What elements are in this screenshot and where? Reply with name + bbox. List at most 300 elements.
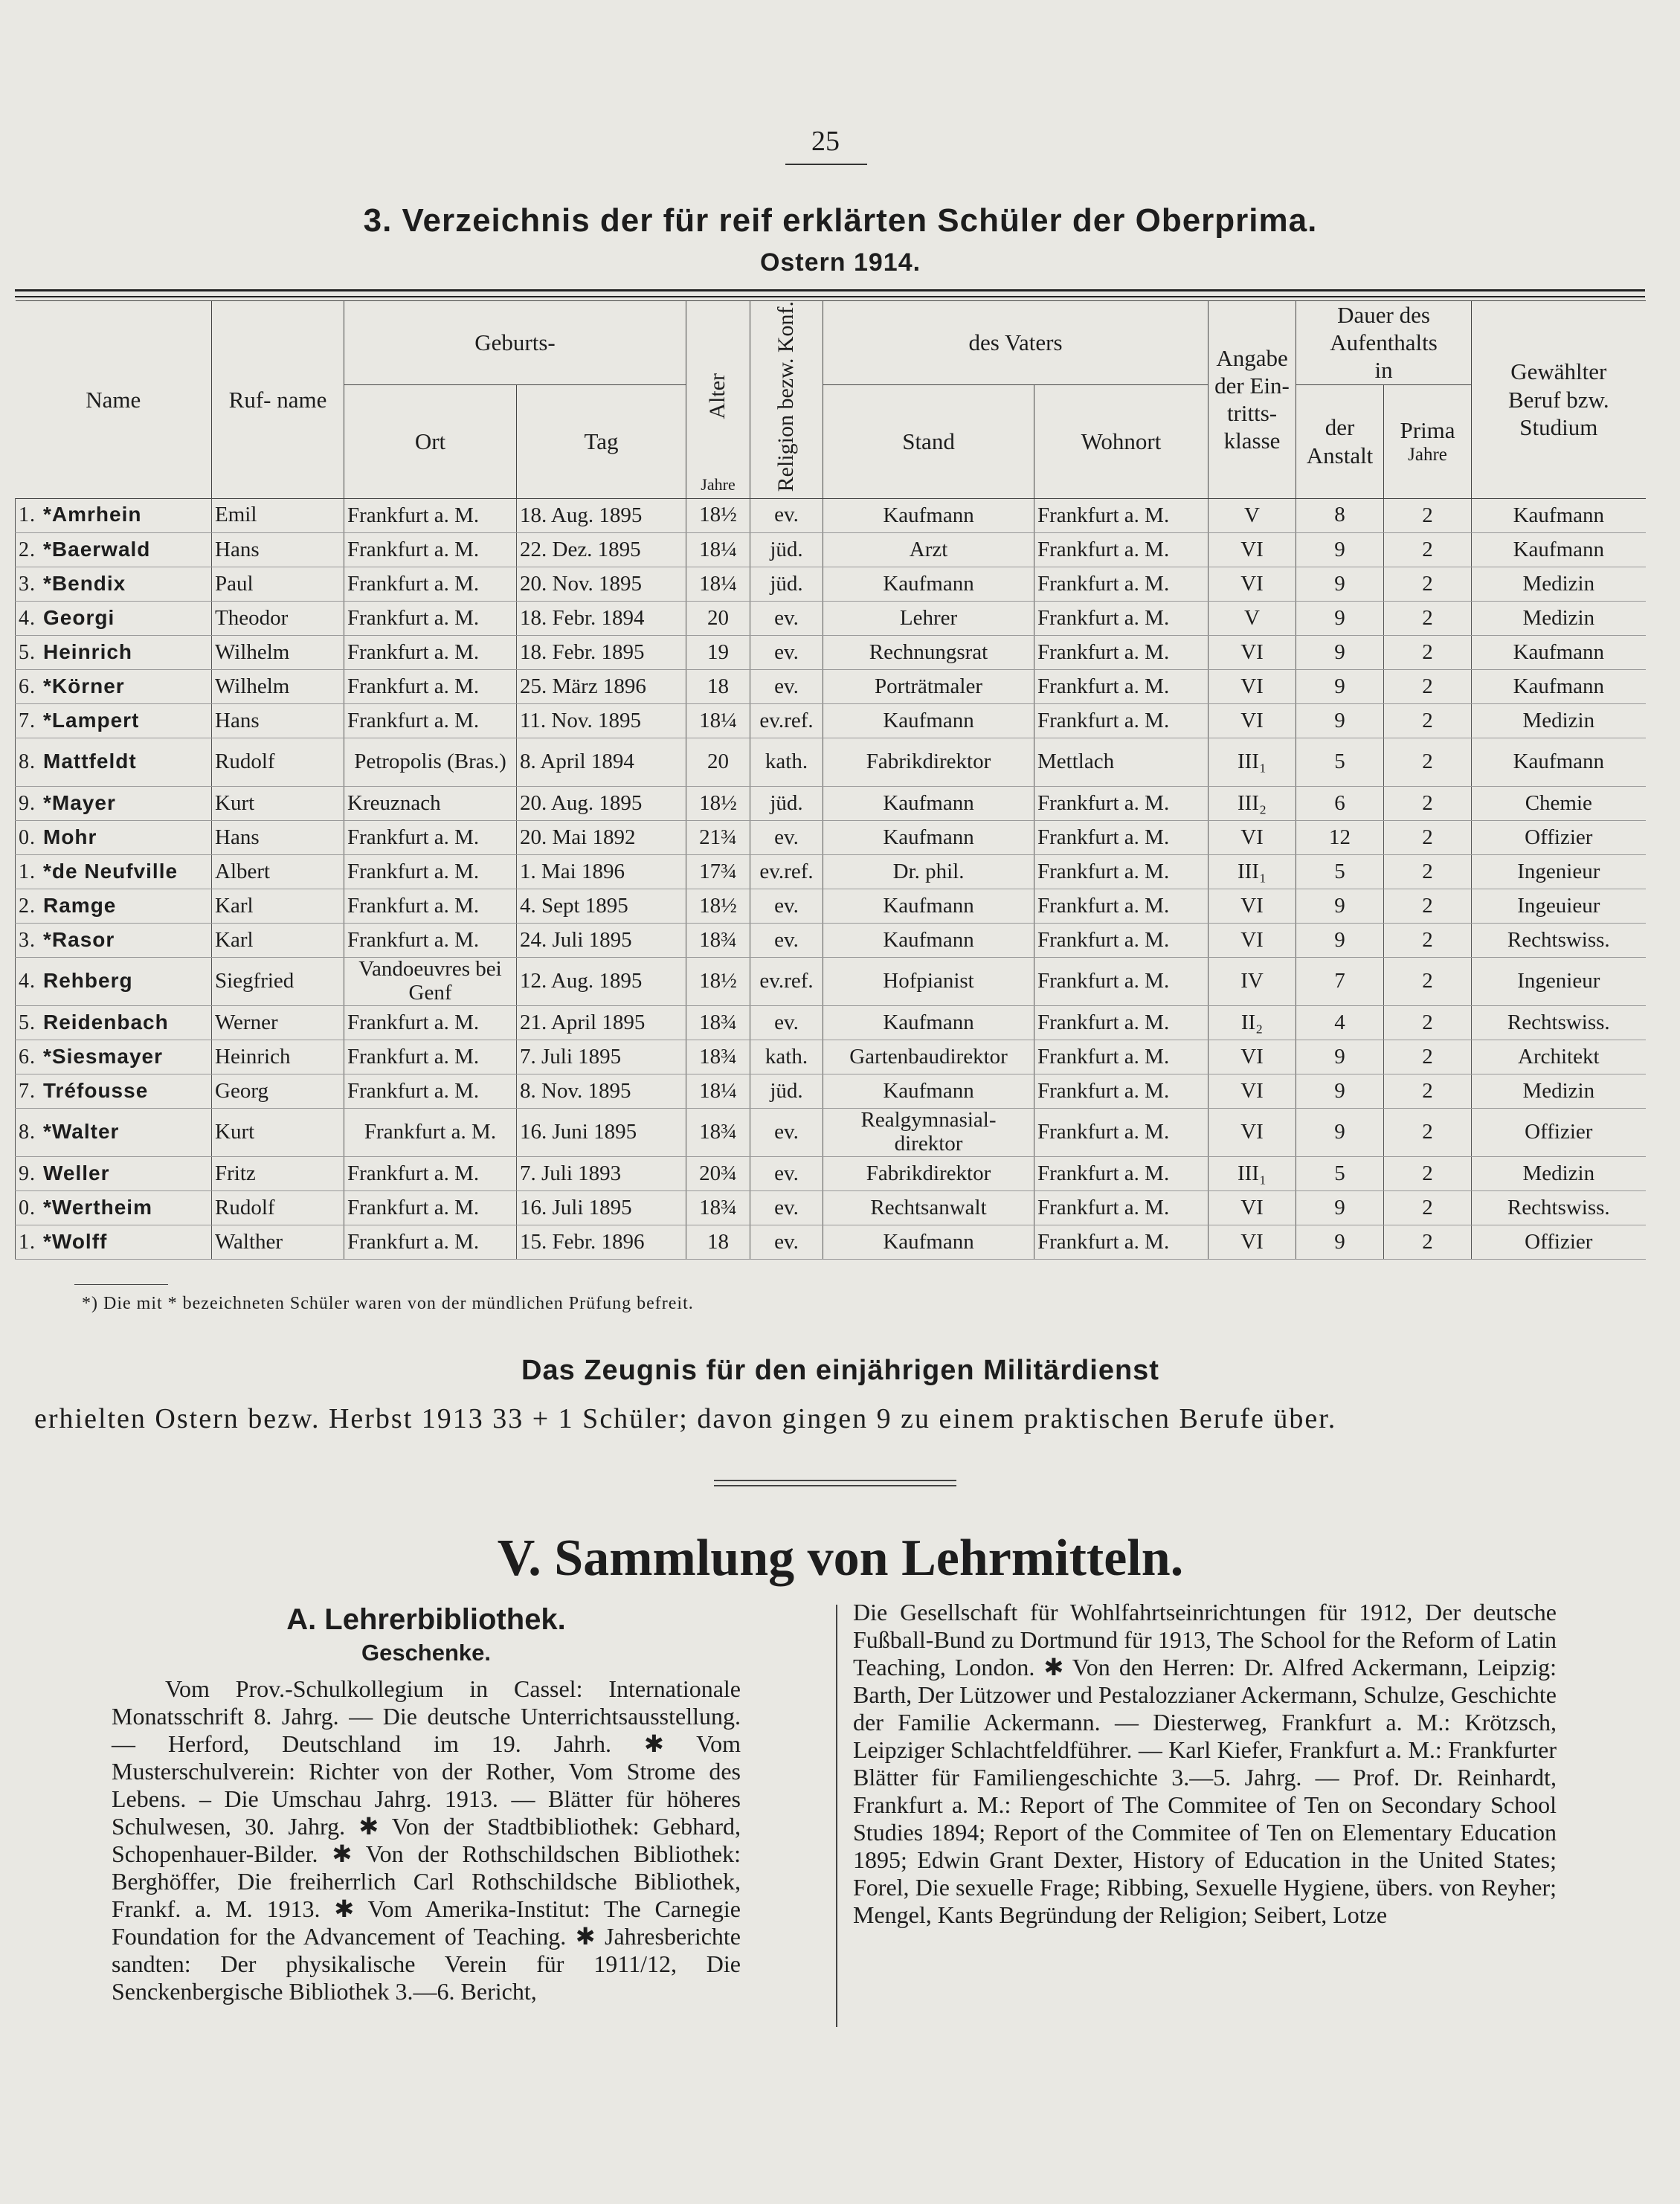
cell-alter: 18¼ (686, 532, 750, 567)
student-name: *Wertheim (43, 1195, 152, 1219)
cell-rel: ev. (750, 1156, 823, 1190)
cell-ort: Frankfurt a. M. (344, 532, 517, 567)
table-row (16, 567, 1646, 601)
cell-beruf: Medizin (1472, 601, 1646, 635)
cell-ruf: Wilhelm (212, 635, 344, 669)
cell-stand: Fabrikdirektor (823, 1156, 1034, 1190)
cell-anstalt: 5 (1296, 854, 1384, 889)
cell-name (16, 532, 212, 567)
student-name: *Mayer (43, 790, 116, 814)
cell-ort: Frankfurt a. M. (344, 498, 517, 532)
list-subtitle: Ostern 1914. (759, 248, 921, 277)
cell-name (16, 1074, 212, 1108)
cell-klasse: VI (1208, 532, 1296, 567)
cell-ruf: Walther (212, 1225, 344, 1259)
cell-alter: 18¼ (686, 1074, 750, 1108)
cell-name (16, 498, 212, 532)
cell-klasse: VI (1208, 889, 1296, 923)
header-religion-label: Religion bezw. Konf. (773, 301, 799, 492)
cell-alter: 18 (686, 1225, 750, 1259)
cell-stand: Kaufmann (823, 1225, 1034, 1259)
cell-wohnort: Frankfurt a. M. (1034, 601, 1208, 635)
header-vater: des Vaters (823, 301, 1208, 385)
cell-alter: 20¾ (686, 1156, 750, 1190)
cell-rel: ev. (750, 820, 823, 854)
cell-tag: 21. April 1895 (517, 1005, 686, 1040)
cell-tag: 18. Aug. 1895 (517, 498, 686, 532)
cell-ruf: Fritz (212, 1156, 344, 1190)
row-number: 6. (19, 1045, 36, 1069)
cell-rel: ev. (750, 1190, 823, 1225)
header-dauer-in: in (1374, 357, 1393, 384)
table-row (16, 669, 1646, 703)
cell-beruf: Kaufmann (1472, 532, 1646, 567)
cell-stand: Kaufmann (823, 923, 1034, 957)
library-heading: A. Lehrerbibliothek. (286, 1603, 566, 1636)
cell-alter: 17¾ (686, 854, 750, 889)
cell-name (16, 854, 212, 889)
cell-ort: Frankfurt a. M. (344, 1040, 517, 1074)
cell-rel: ev. (750, 635, 823, 669)
cell-ruf: Rudolf (212, 738, 344, 786)
cell-alter: 18½ (686, 889, 750, 923)
cell-anstalt: 4 (1296, 1005, 1384, 1040)
student-name: *Wolff (43, 1229, 108, 1253)
cell-beruf: Kaufmann (1472, 635, 1646, 669)
cell-anstalt: 9 (1296, 532, 1384, 567)
cell-klasse: VI (1208, 1225, 1296, 1259)
cell-tag: 12. Aug. 1895 (517, 957, 686, 1005)
cell-ort: Frankfurt a. M. (344, 635, 517, 669)
column-divider (836, 1605, 837, 2027)
cell-stand: Kaufmann (823, 820, 1034, 854)
cell-klasse: VI (1208, 669, 1296, 703)
footnote: *) Die mit * bezeichneten Schüler waren von der mündlichen Prüfung befreit. (82, 1294, 694, 1313)
table-row (16, 635, 1646, 669)
cell-tag: 4. Sept 1895 (517, 889, 686, 923)
cell-rel: ev. (750, 498, 823, 532)
cell-ort: Frankfurt a. M. (344, 1108, 517, 1156)
cell-wohnort: Frankfurt a. M. (1034, 820, 1208, 854)
cell-wohnort: Frankfurt a. M. (1034, 957, 1208, 1005)
table-row (16, 786, 1646, 820)
cell-ort: Kreuznach (344, 786, 517, 820)
cell-ruf: Wilhelm (212, 669, 344, 703)
cell-stand: Hofpianist (823, 957, 1034, 1005)
row-number: 0. (19, 1196, 36, 1219)
cell-klasse: VI (1208, 923, 1296, 957)
cell-prima: 2 (1384, 1225, 1472, 1259)
cell-rel: ev. (750, 889, 823, 923)
cell-alter: 18½ (686, 957, 750, 1005)
cell-klasse: III₁ (1208, 738, 1296, 786)
table-top-rule (15, 289, 1645, 297)
cell-wohnort: Frankfurt a. M. (1034, 703, 1208, 738)
cell-wohnort: Frankfurt a. M. (1034, 854, 1208, 889)
header-prima-label: Prima (1400, 416, 1455, 443)
cell-name (16, 957, 212, 1005)
cell-alter: 18¾ (686, 1108, 750, 1156)
cell-alter: 18¾ (686, 1040, 750, 1074)
header-alter-label: Alter (705, 373, 730, 419)
cell-ruf: Kurt (212, 786, 344, 820)
cell-stand: Porträtmaler (823, 669, 1034, 703)
table-row (16, 601, 1646, 635)
cell-ort: Vandoeuvres bei Genf (344, 957, 517, 1005)
cell-name (16, 567, 212, 601)
cell-beruf: Medizin (1472, 1156, 1646, 1190)
table-row (16, 1074, 1646, 1108)
cell-rel: kath. (750, 738, 823, 786)
cell-tag: 15. Febr. 1896 (517, 1225, 686, 1259)
cell-klasse: III₂ (1208, 786, 1296, 820)
table-row (16, 1190, 1646, 1225)
cell-rel: ev. (750, 1108, 823, 1156)
cell-wohnort: Frankfurt a. M. (1034, 1108, 1208, 1156)
cell-rel: jüd. (750, 1074, 823, 1108)
cell-anstalt: 12 (1296, 820, 1384, 854)
table-row (16, 1225, 1646, 1259)
cell-prima: 2 (1384, 820, 1472, 854)
cell-alter: 20 (686, 738, 750, 786)
cell-name (16, 1005, 212, 1040)
cell-stand: Rechnungsrat (823, 635, 1034, 669)
cell-name (16, 1108, 212, 1156)
header-anstalt: der Anstalt (1296, 384, 1384, 498)
student-name: Georgi (43, 605, 115, 629)
cell-prima: 2 (1384, 1156, 1472, 1190)
table-row (16, 1040, 1646, 1074)
cell-klasse: III₁ (1208, 1156, 1296, 1190)
cell-tag: 18. Febr. 1895 (517, 635, 686, 669)
cell-ort: Frankfurt a. M. (344, 1074, 517, 1108)
cell-tag: 22. Dez. 1895 (517, 532, 686, 567)
cell-name (16, 1040, 212, 1074)
cell-anstalt: 9 (1296, 703, 1384, 738)
cell-name (16, 820, 212, 854)
cell-prima: 2 (1384, 567, 1472, 601)
cell-prima: 2 (1384, 1108, 1472, 1156)
cell-prima: 2 (1384, 1074, 1472, 1108)
row-number: 1. (19, 1230, 36, 1254)
row-number: 8. (19, 1121, 36, 1144)
cell-beruf: Rechtswiss. (1472, 1005, 1646, 1040)
cell-tag: 16. Juni 1895 (517, 1108, 686, 1156)
zeugnis-text: erhielten Ostern bezw. Herbst 1913 33 + 1 Schüler; davon gingen 9 zu einem praktischen Berufe über. (34, 1403, 1337, 1434)
header-dauer (1296, 301, 1472, 385)
student-name: Tréfousse (43, 1078, 149, 1102)
cell-ort: Frankfurt a. M. (344, 703, 517, 738)
cell-ort: Frankfurt a. M. (344, 854, 517, 889)
cell-rel: ev. (750, 601, 823, 635)
cell-prima: 2 (1384, 957, 1472, 1005)
cell-beruf: Medizin (1472, 1074, 1646, 1108)
row-number: 9. (19, 791, 36, 815)
cell-anstalt: 9 (1296, 1225, 1384, 1259)
cell-stand: Kaufmann (823, 786, 1034, 820)
cell-name (16, 923, 212, 957)
cell-tag: 18. Febr. 1894 (517, 601, 686, 635)
cell-rel: ev. (750, 923, 823, 957)
student-name: *Walter (43, 1120, 120, 1144)
cell-ort: Frankfurt a. M. (344, 1156, 517, 1190)
cell-beruf: Offizier (1472, 820, 1646, 854)
row-number: 7. (19, 709, 36, 732)
page-number-rule (785, 164, 867, 165)
table-row (16, 1156, 1646, 1190)
table-row (16, 923, 1646, 957)
row-number: 7. (19, 1079, 36, 1103)
student-name: *Körner (43, 674, 125, 697)
header-geburts: Geburts- (344, 301, 686, 385)
row-number: 9. (19, 1161, 36, 1185)
cell-wohnort: Frankfurt a. M. (1034, 498, 1208, 532)
cell-beruf: Offizier (1472, 1108, 1646, 1156)
cell-stand: Rechtsanwalt (823, 1190, 1034, 1225)
cell-beruf: Architekt (1472, 1040, 1646, 1074)
cell-alter: 18½ (686, 786, 750, 820)
cell-wohnort: Frankfurt a. M. (1034, 786, 1208, 820)
cell-ruf: Emil (212, 498, 344, 532)
header-name: Name (16, 301, 212, 499)
cell-tag: 20. Nov. 1895 (517, 567, 686, 601)
header-religion (750, 301, 823, 499)
cell-ort: Frankfurt a. M. (344, 669, 517, 703)
cell-wohnort: Frankfurt a. M. (1034, 889, 1208, 923)
cell-ruf: Paul (212, 567, 344, 601)
cell-prima: 2 (1384, 669, 1472, 703)
cell-stand: Arzt (823, 532, 1034, 567)
cell-wohnort: Mettlach (1034, 738, 1208, 786)
student-name: *Bendix (43, 571, 126, 595)
cell-prima: 2 (1384, 635, 1472, 669)
cell-klasse: VI (1208, 1190, 1296, 1225)
cell-prima: 2 (1384, 889, 1472, 923)
row-number: 2. (19, 894, 36, 918)
cell-name (16, 703, 212, 738)
student-name: *Siesmayer (43, 1044, 164, 1068)
cell-name (16, 1190, 212, 1225)
cell-beruf: Chemie (1472, 786, 1646, 820)
cell-wohnort: Frankfurt a. M. (1034, 1040, 1208, 1074)
cell-ort: Petropolis (Bras.) (344, 738, 517, 786)
list-title: 3. Verzeichnis der für reif erklärten Schüler der Oberprima. (363, 202, 1318, 239)
cell-name (16, 786, 212, 820)
cell-ruf: Theodor (212, 601, 344, 635)
cell-wohnort: Frankfurt a. M. (1034, 1225, 1208, 1259)
cell-tag: 8. April 1894 (517, 738, 686, 786)
cell-stand: Gartenbaudirektor (823, 1040, 1034, 1074)
table-row (16, 1005, 1646, 1040)
header-alter-unit: Jahre (701, 475, 736, 494)
cell-ort: Frankfurt a. M. (344, 923, 517, 957)
right-column (853, 1599, 1557, 1929)
cell-klasse: IV (1208, 957, 1296, 1005)
cell-name (16, 601, 212, 635)
cell-rel: jüd. (750, 532, 823, 567)
cell-anstalt: 9 (1296, 1074, 1384, 1108)
row-number: 8. (19, 750, 36, 774)
row-number: 3. (19, 928, 36, 952)
row-number: 6. (19, 674, 36, 698)
cell-rel: ev.ref. (750, 703, 823, 738)
zeugnis-heading: Das Zeugnis für den einjährigen Militärdienst (521, 1355, 1159, 1386)
right-column-text: Die Gesellschaft für Wohlfahrtseinrichtungen für 1912, Der deutsche Fußball-Bund zu Dortmund für 1913, The School for the Reform of Latin Teaching, London. ✱ Von den Herren: Dr. Alfred Ackermann, Leipzig: Barth, Der Lützower und Pestalozzianer Ackermann, Schulze, Geschichte der Familie Ackermann. — Diesterweg, Frankfurt a. M.: Krötzsch, Leipziger Schlachtfeldführer. — Karl Kiefer, Frankfurt a. M.: Frankfurter Blätter für Familiengeschichte 3.—5. Jahrg. — Prof. Dr. Reinhardt, Frankfurt a. M.: Report of The Commitee of Ten on Secondary School Studies 1894; Report of the Commitee of Ten on Elementary Education 1895; Edwin Grant Dexter, History of Education in the United States; Forel, Die sexuelle Frage; Ribbing, Sexuelle Hygiene, übers. von Reyher; Mengel, Kants Begründung der Religion; Seibert, Lotze (853, 1599, 1557, 1928)
cell-anstalt: 8 (1296, 498, 1384, 532)
row-number: 4. (19, 606, 36, 630)
cell-stand: Kaufmann (823, 889, 1034, 923)
cell-wohnort: Frankfurt a. M. (1034, 567, 1208, 601)
cell-tag: 11. Nov. 1895 (517, 703, 686, 738)
cell-wohnort: Frankfurt a. M. (1034, 1190, 1208, 1225)
cell-stand: Fabrikdirektor (823, 738, 1034, 786)
cell-anstalt: 9 (1296, 669, 1384, 703)
header-stand: Stand (823, 384, 1034, 498)
cell-prima: 2 (1384, 786, 1472, 820)
cell-ort: Frankfurt a. M. (344, 1225, 517, 1259)
cell-alter: 18 (686, 669, 750, 703)
student-name: Weller (43, 1161, 110, 1185)
cell-rel: ev.ref. (750, 957, 823, 1005)
cell-tag: 7. Juli 1895 (517, 1040, 686, 1074)
student-name: Heinrich (43, 639, 133, 663)
cell-klasse: VI (1208, 703, 1296, 738)
header-eintritt: Angabe der Ein- tritts- klasse (1208, 301, 1296, 499)
row-number: 3. (19, 572, 36, 596)
cell-wohnort: Frankfurt a. M. (1034, 669, 1208, 703)
cell-beruf: Medizin (1472, 703, 1646, 738)
cell-anstalt: 5 (1296, 738, 1384, 786)
header-alter (686, 301, 750, 499)
table-body (16, 498, 1646, 1259)
cell-name (16, 1156, 212, 1190)
cell-rel: kath. (750, 1040, 823, 1074)
cell-klasse: VI (1208, 1074, 1296, 1108)
student-name: *Lampert (43, 708, 140, 732)
cell-anstalt: 9 (1296, 635, 1384, 669)
cell-stand: Kaufmann (823, 703, 1034, 738)
cell-beruf: Ingeuieur (1472, 889, 1646, 923)
header-rufname: Ruf- name (212, 301, 344, 499)
cell-tag: 8. Nov. 1895 (517, 1074, 686, 1108)
cell-klasse: VI (1208, 567, 1296, 601)
cell-beruf: Kaufmann (1472, 669, 1646, 703)
cell-alter: 18½ (686, 498, 750, 532)
table-row (16, 1108, 1646, 1156)
cell-name (16, 889, 212, 923)
cell-ort: Frankfurt a. M. (344, 601, 517, 635)
table-row (16, 889, 1646, 923)
footnote-rule (74, 1284, 168, 1285)
cell-stand: Lehrer (823, 601, 1034, 635)
cell-ruf: Heinrich (212, 1040, 344, 1074)
cell-ruf: Rudolf (212, 1190, 344, 1225)
cell-ort: Frankfurt a. M. (344, 820, 517, 854)
row-number: 0. (19, 825, 36, 849)
cell-alter: 18¼ (686, 703, 750, 738)
cell-anstalt: 9 (1296, 601, 1384, 635)
row-number: 1. (19, 860, 36, 883)
cell-beruf: Ingenieur (1472, 957, 1646, 1005)
cell-rel: ev. (750, 1225, 823, 1259)
cell-tag: 24. Juli 1895 (517, 923, 686, 957)
cell-ort: Frankfurt a. M. (344, 1005, 517, 1040)
cell-ruf: Hans (212, 703, 344, 738)
cell-alter: 18¾ (686, 1005, 750, 1040)
student-name: Ramge (43, 893, 117, 917)
cell-rel: ev.ref. (750, 854, 823, 889)
cell-tag: 7. Juli 1893 (517, 1156, 686, 1190)
table-row (16, 738, 1646, 786)
cell-prima: 2 (1384, 923, 1472, 957)
cell-alter: 18¾ (686, 1190, 750, 1225)
cell-stand: Kaufmann (823, 498, 1034, 532)
table-row (16, 957, 1646, 1005)
gifts-heading: Geschenke. (361, 1640, 492, 1666)
cell-prima: 2 (1384, 532, 1472, 567)
cell-ruf: Karl (212, 923, 344, 957)
student-name: *Amrhein (43, 503, 142, 526)
cell-klasse: VI (1208, 1108, 1296, 1156)
cell-stand: Realgymnasial- direktor (823, 1108, 1034, 1156)
row-number: 5. (19, 1011, 36, 1034)
cell-beruf: Offizier (1472, 1225, 1646, 1259)
header-beruf: Gewählter Beruf bzw. Studium (1472, 301, 1646, 499)
cell-name (16, 738, 212, 786)
cell-beruf: Rechtswiss. (1472, 923, 1646, 957)
cell-klasse: III₁ (1208, 854, 1296, 889)
table-row (16, 532, 1646, 567)
header-wohnort: Wohnort (1034, 384, 1208, 498)
cell-ruf: Georg (212, 1074, 344, 1108)
student-name: *Rasor (43, 927, 115, 951)
cell-beruf: Ingenieur (1472, 854, 1646, 889)
cell-klasse: II₂ (1208, 1005, 1296, 1040)
cell-ruf: Karl (212, 889, 344, 923)
student-name: Rehberg (43, 969, 133, 993)
header-ort: Ort (344, 384, 517, 498)
cell-beruf: Rechtswiss. (1472, 1190, 1646, 1225)
cell-alter: 18¾ (686, 923, 750, 957)
row-number: 2. (19, 538, 36, 561)
header-tag: Tag (517, 384, 686, 498)
cell-anstalt: 9 (1296, 1040, 1384, 1074)
cell-stand: Kaufmann (823, 567, 1034, 601)
table-row (16, 854, 1646, 889)
cell-stand: Kaufmann (823, 1074, 1034, 1108)
student-name: Mohr (43, 825, 97, 848)
cell-alter: 21¾ (686, 820, 750, 854)
double-rule-divider (714, 1480, 956, 1486)
cell-name (16, 635, 212, 669)
cell-tag: 1. Mai 1896 (517, 854, 686, 889)
student-name: *de Neufville (43, 859, 178, 883)
cell-stand: Dr. phil. (823, 854, 1034, 889)
cell-name (16, 669, 212, 703)
cell-wohnort: Frankfurt a. M. (1034, 635, 1208, 669)
cell-prima: 2 (1384, 738, 1472, 786)
cell-anstalt: 9 (1296, 889, 1384, 923)
cell-alter: 18¼ (686, 567, 750, 601)
header-dauer-label: Dauer des Aufenthalts (1330, 302, 1438, 356)
cell-ruf: Siegfried (212, 957, 344, 1005)
cell-anstalt: 7 (1296, 957, 1384, 1005)
cell-ort: Frankfurt a. M. (344, 889, 517, 923)
header-prima (1384, 384, 1472, 498)
cell-ruf: Hans (212, 820, 344, 854)
cell-ruf: Hans (212, 532, 344, 567)
cell-name (16, 1225, 212, 1259)
